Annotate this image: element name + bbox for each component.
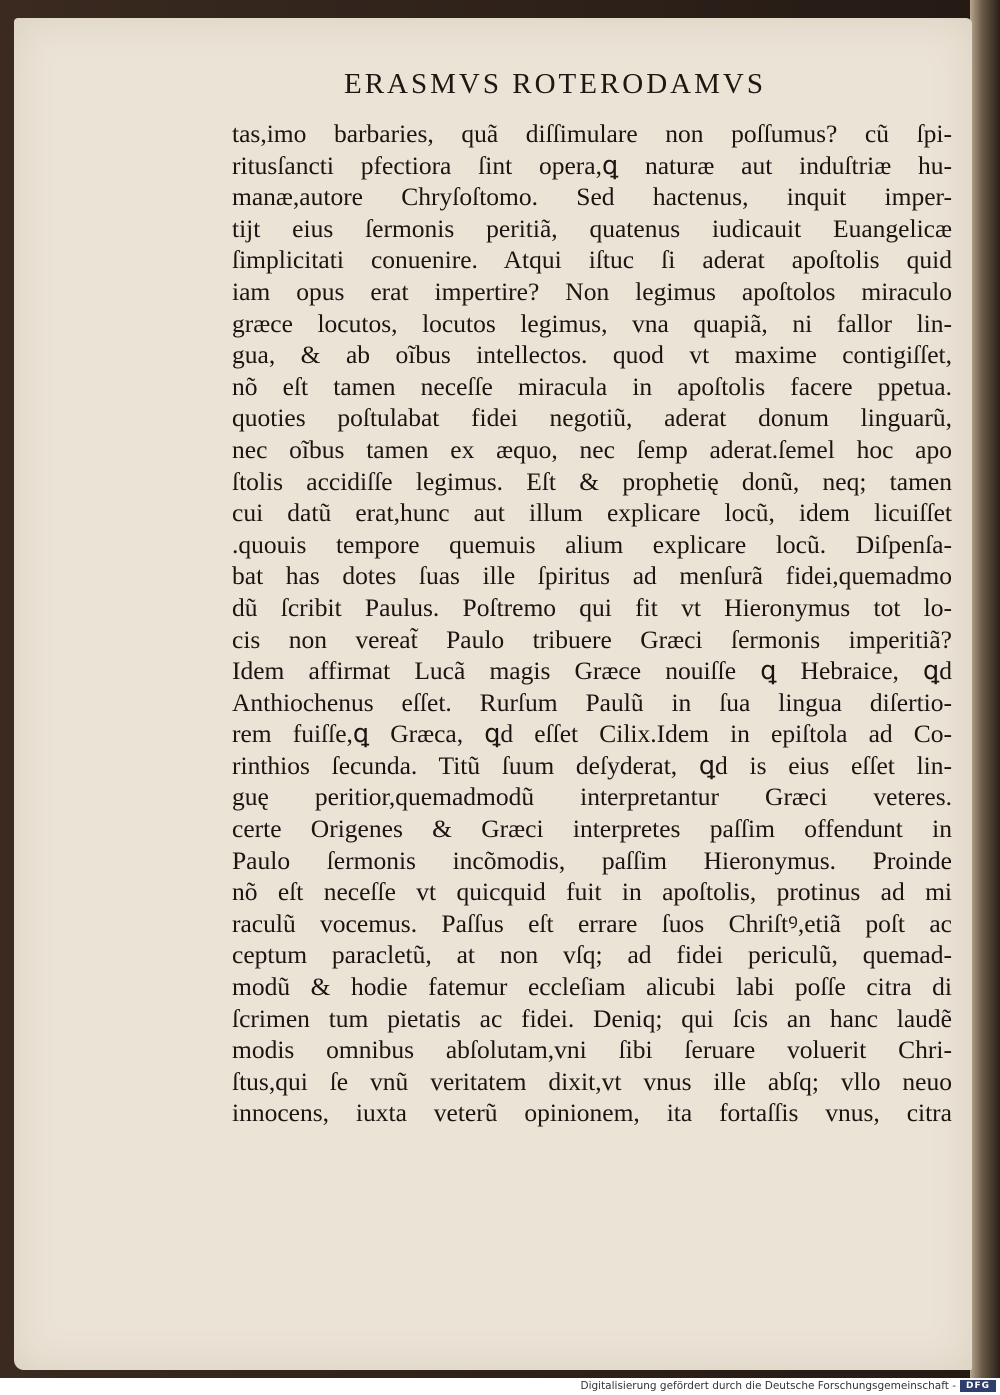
- text-line: ſtus,qui ſe vnũ veritatem dixit,vt vnus ille abſq; vllo neuo: [232, 1066, 952, 1096]
- text-line: guę peritior,quemadmodũ interpretantur Græci veteres.: [232, 782, 952, 812]
- running-head: ERASMVS ROTERODAMVS: [344, 68, 766, 100]
- text-line: rem fuiſſe,ꝗ Græca, ꝗd eſſet Cilix.Idem in epiſtola ad Co-: [232, 719, 952, 749]
- text-line: græce locutos, locutos legimus, vna quapiã, ni fallor lin-: [232, 308, 952, 338]
- text-line: dũ ſcribit Paulus. Poſtremo qui fit vt Hieronymus tot lo-: [232, 592, 952, 622]
- text-line: cui datũ erat,hunc aut illum explicare locũ, idem licuiſſet: [232, 498, 952, 528]
- text-line: nec oĩbus tamen ex æquo, nec ſemp aderat.ſemel hoc apo: [232, 434, 952, 464]
- text-line: nõ eſt neceſſe vt quicquid fuit in apoſtolis, protinus ad mi: [232, 877, 952, 907]
- text-line: tas,imo barbaries, quã diſſimulare non poſſumus? cũ ſpi-: [232, 119, 952, 148]
- text-line: ceptum paracletũ, at non vſq; ad fidei periculũ, quemad-: [232, 940, 952, 970]
- text-line: tijt eius ſermonis peritiã, quatenus iudicauit Euangelicæ: [232, 213, 952, 243]
- text-line: ſcrimen tum pietatis ac fidei. Deniq; qui ſcis an hanc laudẽ: [232, 1003, 952, 1033]
- text-line: iam opus erat impertire? Non legimus apoſtolos miraculo: [232, 276, 952, 306]
- text-line: nõ eſt tamen neceſſe miracula in apoſtolis facere ppetua.: [232, 371, 952, 401]
- text-line: manæ,autore Chryſoſtomo. Sed hactenus, inquit imper-: [232, 182, 952, 212]
- text-line: innocens, iuxta veterũ opinionem, ita fortaſſis vnus, citra: [232, 1098, 952, 1128]
- text-line: cis non vereat̃ Paulo tribuere Græci ſermonis imperitiã?: [232, 624, 952, 654]
- text-line: modũ & hodie fatemur eccleſiam alicubi labi poſſe citra di: [232, 972, 952, 1002]
- footer-bar: [0, 1378, 1000, 1395]
- text-line: ritusſancti pfectiora ſint opera,ꝗ naturæ aut induſtriæ hu-: [232, 150, 952, 180]
- text-line: quoties poſtulabat fidei negotiũ, aderat donum linguarũ,: [232, 403, 952, 433]
- text-line: rinthios ſecunda. Titũ ſuum deſyderat, ꝗd is eius eſſet lin-: [232, 750, 952, 780]
- text-line: ſtolis accidiſſe legimus. Eſt & prophetię donũ, neq; tamen: [232, 466, 952, 496]
- book-edge: [970, 0, 1000, 1378]
- text-line: modis omnibus abſolutam,vni ſibi ſeruare voluerit Chri-: [232, 1035, 952, 1065]
- text-line: ſimplicitati conuenire. Atqui iſtuc ſi aderat apoſtolis quid: [232, 245, 952, 275]
- book-page: [14, 18, 972, 1370]
- text-line: bat has dotes ſuas ille ſpiritus ad menſurã fidei,quemadmo: [232, 561, 952, 591]
- footer-credit: Digitalisierung gefördert durch die Deutsche Forschungsgemeinschaft -: [580, 1380, 956, 1392]
- text-line: Idem affirmat Lucã magis Græce nouiſſe ꝗ Hebraice, ꝗd: [232, 656, 952, 686]
- text-block: [232, 118, 952, 1129]
- text-line: gua, & ab oĩbus intellectos. quod vt maxime contigiſſet,: [232, 340, 952, 370]
- text-line: raculũ vocemus. Paſſus eſt errare ſuos Chriſtꝰ,etiã poſt ac: [232, 908, 952, 938]
- dfg-logo: DFG: [960, 1380, 996, 1392]
- text-line: Paulo ſermonis incõmodis, paſſim Hieronymus. Proinde: [232, 845, 952, 875]
- text-line: Anthiochenus eſſet. Rurſum Paulũ in ſua lingua diſertio-: [232, 687, 952, 717]
- text-line: .quouis tempore quemuis alium explicare locũ. Diſpenſa-: [232, 529, 952, 559]
- text-line: certe Origenes & Græci interpretes paſſim offendunt in: [232, 814, 952, 844]
